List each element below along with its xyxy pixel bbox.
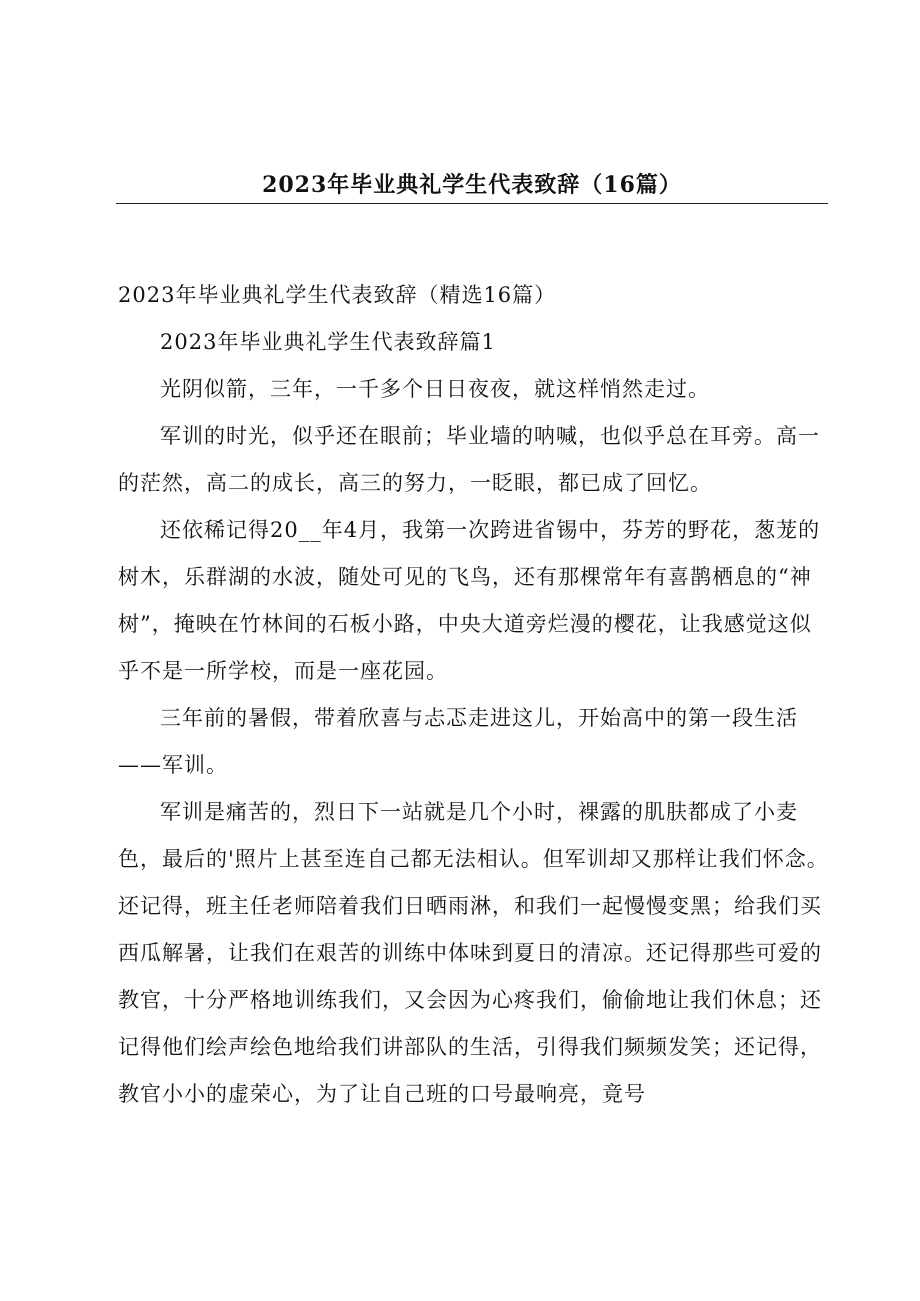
paragraph: 三年前的暑假，带着欣喜与忐忑走进这儿，开始高中的第一段生活——军训。	[118, 706, 798, 777]
paragraph: 还依稀记得20__年4月，我第一次跨进省锡中，芬芳的野花，葱茏的树木，乐群湖的水波，随处可见的飞鸟，还有那棵常年有喜鹊栖息的“神树”，掩映在竹林间的石板小路，中央大道旁烂漫的樱花，让我感觉这似乎不是一所学校，而是一座花园。	[118, 518, 821, 683]
paragraph: 军训是痛苦的，烈日下一站就是几个小时，裸露的肌肤都成了小麦色，最后的'照片上甚至连自己都无法相认。但军训却又那样让我们怀念。还记得，班主任老师陪着我们日晒雨淋，和我们一起慢慢变黑；给我们买西瓜解暑，让我们在艰苦的训练中体味到夏日的清凉。还记得那些可爱的教官，十分严格地训练我们，又会因为心疼我们，偷偷地让我们休息；还记得他们绘声绘色地给我们讲部队的生活，引得我们频频发笑；还记得，教官小小的虚荣心，为了让自己班的口号最响亮，竟号	[118, 800, 829, 1106]
paragraph: 军训的时光，似乎还在眼前；毕业墙的呐喊，也似乎总在耳旁。高一的茫然，高二的成长，高三的努力，一眨眼，都已成了回忆。	[118, 424, 820, 495]
section-heading: 2023年毕业典礼学生代表致辞篇1	[160, 330, 496, 354]
document-subtitle: 2023年毕业典礼学生代表致辞（精选16篇）	[118, 283, 557, 307]
document-body	[118, 272, 830, 1118]
paragraph: 光阴似箭，三年，一千多个日日夜夜，就这样悄然走过。	[160, 377, 710, 401]
document-title: 2023年毕业典礼学生代表致辞（16篇）	[262, 172, 682, 198]
title-underline	[116, 203, 828, 204]
